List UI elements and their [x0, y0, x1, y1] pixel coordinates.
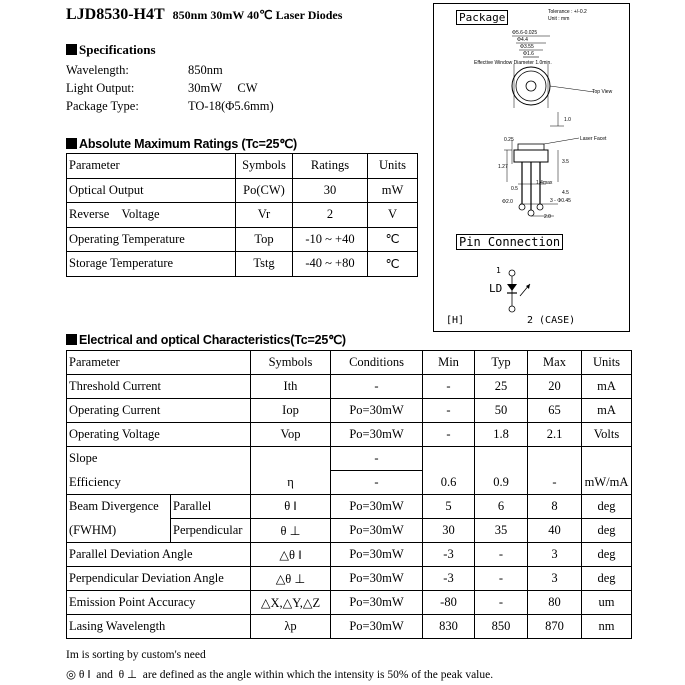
- dim-label: Φ2.0: [502, 199, 513, 205]
- pin2-label: 2 (CASE): [527, 315, 576, 326]
- note-sorting: Im is sorting by custom's need: [66, 649, 206, 661]
- part-number: LJD8530-H4T: [66, 6, 165, 23]
- table-row: Efficiency η - 0.6 0.9 - mW/mA: [67, 471, 632, 495]
- abs-max-table: [66, 153, 418, 277]
- table-header-row: Parameter Symbols Ratings Units: [67, 154, 418, 179]
- square-bullet-icon: [66, 44, 77, 55]
- unit-note: Unit : mm: [548, 16, 570, 22]
- dim-label: 3.5: [562, 159, 569, 165]
- table-row: Storage Temperature Tstg -40 ~ +80 ℃: [67, 252, 418, 277]
- ld-label: LD: [489, 282, 503, 295]
- window-label: Effective Window Diameter 1.0min.: [474, 60, 552, 66]
- table-row: Optical Output Po(CW) 30 mW: [67, 178, 418, 203]
- dim-label: 3 - Φ0.45: [550, 198, 571, 204]
- package-drawing-panel: [433, 3, 630, 332]
- dim-label: 0.25: [504, 137, 514, 143]
- specifications-list: [66, 61, 274, 115]
- table-header-row: Parameter Symbols Conditions Min Typ Max Units: [67, 351, 632, 375]
- dim-label: 1.4max: [536, 180, 553, 186]
- dim-label: Φ1.6: [523, 51, 534, 57]
- table-row: Operating Current Iop Po=30mW - 50 65 mA: [67, 399, 632, 423]
- abs-max-heading: Absolute Maximum Ratings (Tc=25℃): [66, 136, 297, 151]
- dim-label: Φ4.4: [517, 37, 528, 43]
- spec-row: Wavelength: 850nm: [66, 63, 223, 77]
- package-outline-icon: [434, 4, 629, 331]
- top-view-label: Top View: [592, 89, 613, 95]
- laser-facet-label: Laser Facet: [580, 136, 607, 142]
- h-label: [H]: [446, 315, 465, 326]
- table-row: Slope -: [67, 447, 632, 471]
- dim-label: 1.0: [564, 117, 571, 123]
- dim-label: 0.5: [511, 186, 518, 192]
- spec-row: Package Type: TO-18(Φ5.6mm): [66, 99, 274, 113]
- table-row: Emission Point Accuracy △X,△Y,△Z Po=30mW -80 - 80 um: [67, 591, 632, 615]
- tolerance-note: Tolerance : +/-0.2: [548, 9, 587, 15]
- table-row: Operating Temperature Top -10 ~ +40 ℃: [67, 227, 418, 252]
- table-row: Threshold Current Ith - - 25 20 mA: [67, 375, 632, 399]
- title-subtitle: 850nm 30mW 40℃ Laser Diodes: [172, 8, 343, 22]
- pin1-label: 1: [496, 266, 501, 275]
- dim-label: 2.0: [544, 214, 551, 220]
- spec-row: Light Output: 30mW CW: [66, 81, 258, 95]
- table-row: Operating Voltage Vop Po=30mW - 1.8 2.1 Volts: [67, 423, 632, 447]
- dim-label: 4.5: [562, 190, 569, 196]
- dim-label: 1.27: [498, 164, 508, 170]
- table-row: Reverse Voltage Vr 2 V: [67, 203, 418, 228]
- electrical-heading: Electrical and optical Characteristics(Tc=25℃): [66, 332, 346, 347]
- document-title: [66, 6, 342, 24]
- table-row: Beam Divergence Parallel θ ‖ Po=30mW 5 6 8 deg: [67, 495, 632, 519]
- package-label: Package: [456, 10, 508, 25]
- square-bullet-icon: [66, 138, 77, 149]
- dim-label: Φ3.55: [520, 44, 534, 50]
- note-angle-definition: ◎ θ ‖ and θ ⊥ are defined as the angle within which the intensity is 50% of the peak value.: [66, 669, 494, 681]
- table-row: Lasing Wavelength λp Po=30mW 830 850 870 nm: [67, 615, 632, 639]
- specifications-heading: Specifications: [66, 42, 156, 58]
- pin-connection-label: Pin Connection: [456, 234, 563, 250]
- table-row: Perpendicular Deviation Angle △θ ⊥ Po=30mW -3 - 3 deg: [67, 567, 632, 591]
- dim-label: Φ5.6-0.025: [512, 30, 538, 36]
- table-row: (FWHM) Perpendicular θ ⊥ Po=30mW 30 35 40 deg: [67, 519, 632, 543]
- table-row: Parallel Deviation Angle △θ ‖ Po=30mW -3 - 3 deg: [67, 543, 632, 567]
- electrical-table: [66, 350, 632, 639]
- square-bullet-icon: [66, 334, 77, 345]
